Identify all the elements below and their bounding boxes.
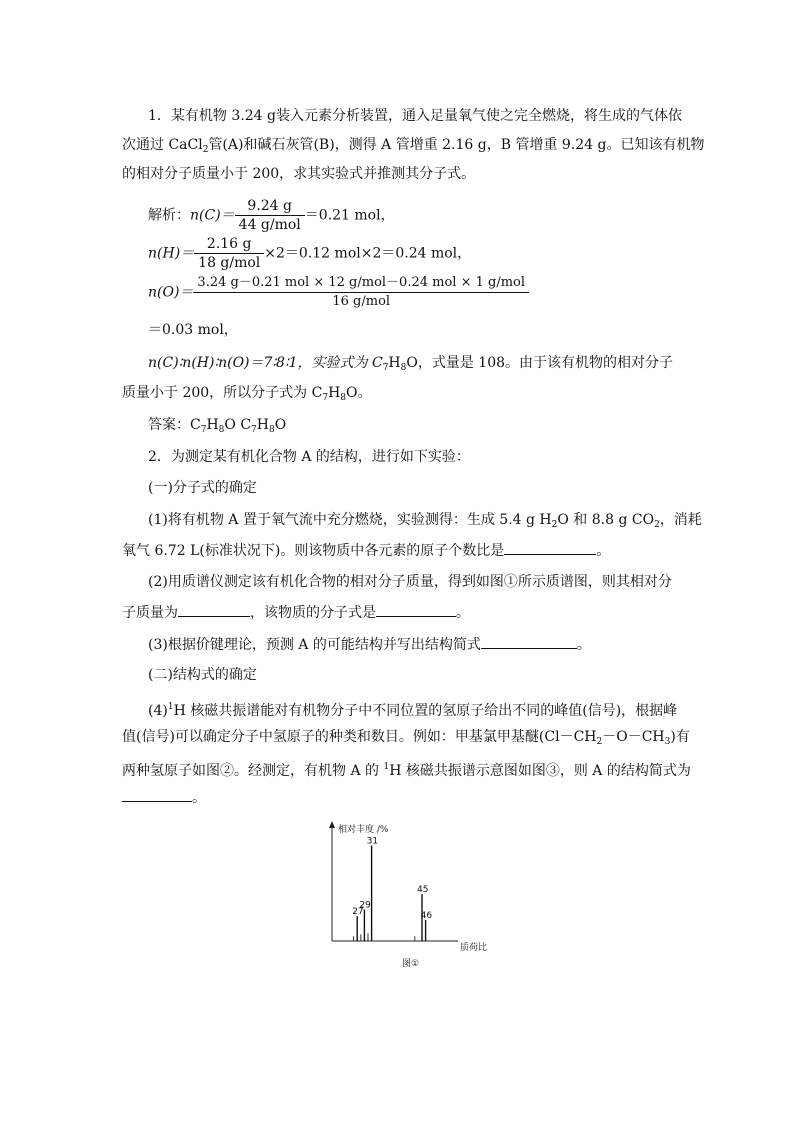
p4-line2-b: －O－CH <box>602 729 665 745</box>
p2-end: 。 <box>456 605 470 621</box>
conclusion-line <box>122 383 372 408</box>
nO-fraction <box>193 274 529 311</box>
nC-denominator: 44 g/mol <box>238 217 301 233</box>
ans-e: O <box>274 417 287 433</box>
p4-line3-a: 两种氢原子如图②。经测定，有机物 A 的 <box>122 763 384 779</box>
q1-line-2-sub: 2 <box>202 145 209 155</box>
ans-a: 答案：C <box>148 417 201 433</box>
p4-line2-c: )有 <box>670 729 690 745</box>
answer-blank-ratio[interactable] <box>504 540 596 555</box>
ratio-a: n(C)∶n(H)∶n(O)＝7∶8∶1，实验式为 C <box>148 355 383 371</box>
q2-part1-heading: (一)分子式的确定 <box>148 480 257 496</box>
ans-s3: 7 <box>251 425 257 435</box>
q2-p2-line-2 <box>122 602 470 623</box>
peak-label-31: 31 <box>366 836 379 847</box>
nH-numerator: 2.16 g <box>194 235 264 254</box>
q2-intro: 2．为测定某有机化合物 A 的结构，进行如下实验： <box>148 449 470 465</box>
p4-s2: 3 <box>664 737 671 747</box>
nC-numerator: 9.24 g <box>235 197 305 216</box>
nO-equation <box>148 274 529 311</box>
p2-a: 子质量为 <box>122 605 178 621</box>
y-axis-label: 相对丰度 /% <box>338 825 389 835</box>
p1-line2: 氧气 6.72 L(标准状况下)。则该物质中各元素的原子个数比是 <box>122 543 505 559</box>
p4-s1: 2 <box>596 737 603 747</box>
nC-fraction <box>235 197 305 234</box>
q2-p1-line-2 <box>122 540 610 561</box>
q2-p4-line-4 <box>122 787 206 808</box>
ratio-s1: 7 <box>382 363 389 373</box>
q1-line-2-b: 管(A)和碱石灰管(B)，测得 A 管增重 2.16 g，B 管增重 9.24 g。已知该有机物 <box>208 137 705 153</box>
p3-end: 。 <box>576 637 591 653</box>
nC-lhs: n(C)＝ <box>190 207 235 224</box>
p4-line2-a: 值(信号)可以确定分子中氢原子的种类和数目。例如：甲基氯甲基醚(Cl－CH <box>122 729 597 745</box>
answer-blank-final-structure[interactable] <box>122 787 192 802</box>
p1-s1: 2 <box>551 520 558 530</box>
q1-line-3: 的相对分子质量小于 200，求其实验式并推测其分子式。 <box>122 166 476 182</box>
p4-line3-b: H 核磁共振谱示意图如图③，则 A 的结构简式为 <box>389 763 691 779</box>
p4-line1: H 核磁共振谱能对有机物分子中不同位置的氢原子给出不同的峰值(信号)，根据峰 <box>173 703 678 719</box>
peak-label-29: 29 <box>359 900 371 911</box>
q2-p1-line-1 <box>148 510 702 535</box>
p3-text: (3)根据价键理论，预测 A 的可能结构并写出结构简式 <box>148 637 481 653</box>
ratio-c: O，式量是 108。由于该有机物的相对分子 <box>406 355 674 371</box>
ratio-line <box>148 353 673 378</box>
conc-a: 质量小于 200，所以分子式为 C <box>122 385 323 401</box>
p4-sup: 1 <box>167 702 174 712</box>
ratio-b: H <box>388 355 401 371</box>
p1-s2: 2 <box>654 520 660 530</box>
answer-blank-mass[interactable] <box>178 602 250 617</box>
q1-line-2-a: 次通过 CaCl <box>122 137 203 153</box>
nH-rhs: ×2＝0.12 mol×2＝0.24 mol， <box>264 245 472 262</box>
p1-a: (1)将有机物 A 置于氧气流中充分燃烧，实验测得：生成 5.4 g H <box>148 512 552 528</box>
p1-end: 。 <box>596 543 611 559</box>
y-axis-arrow <box>329 821 335 828</box>
conc-s1: 7 <box>322 393 329 403</box>
q2-p4-line-2 <box>122 727 690 752</box>
peak-label-46: 46 <box>420 911 433 921</box>
nH-fraction <box>194 235 264 272</box>
q2-p4-line-3 <box>122 757 691 781</box>
ratio-s2: 8 <box>400 363 407 373</box>
ans-c: O C <box>224 417 252 433</box>
nO-rhs: ＝0.03 mol， <box>148 322 238 338</box>
nC-rhs: ＝0.21 mol， <box>304 207 395 224</box>
q1-line-2 <box>122 135 705 160</box>
nH-lhs: n(H)＝ <box>148 245 195 262</box>
conc-c: O。 <box>346 385 372 401</box>
q1-line-1: 1．某有机物 3.24 g装入元素分析装置，通入足量氧气使之完全燃烧，将生成的气体依 <box>148 108 682 124</box>
ans-s1: 7 <box>200 425 207 435</box>
conc-b: H <box>328 385 341 401</box>
x-axis-label: 质荷比 <box>460 943 488 953</box>
peak-label-27: 27 <box>352 907 364 918</box>
ans-b: H <box>206 417 219 433</box>
ans-s4: 8 <box>269 425 275 435</box>
peak-label-45: 45 <box>417 885 429 896</box>
p2-b: ，该物质的分子式是 <box>250 605 376 621</box>
p4-pre: (4) <box>148 703 168 719</box>
nC-equation <box>148 197 395 234</box>
nO-denominator: 16 g/mol <box>332 294 391 309</box>
q2-p2-line-1: (2)用质谱仪测定该有机化合物的相对分子质量，得到如图①所示质谱图，则其相对分 <box>148 574 672 590</box>
solution-label: 解析： <box>148 207 190 224</box>
conc-s2: 8 <box>340 393 347 403</box>
answer-line <box>148 415 286 440</box>
ans-s2: 8 <box>218 425 225 435</box>
p4-end: 。 <box>192 790 206 806</box>
p4-sup2: 1 <box>383 762 390 772</box>
peaks-group <box>352 837 432 941</box>
q2-p4-line-1 <box>148 697 677 721</box>
answer-blank-formula[interactable] <box>376 602 456 617</box>
p1-c: ，消耗 <box>659 512 702 528</box>
p1-b: O 和 8.8 g CO <box>557 512 655 528</box>
ans-d: H <box>256 417 269 433</box>
q2-part2-heading: (二)结构式的确定 <box>148 667 257 683</box>
answer-blank-structure[interactable] <box>481 634 577 649</box>
q2-p3 <box>148 634 591 655</box>
chart-caption: 图① <box>402 959 420 969</box>
nH-denominator: 18 g/mol <box>198 255 261 271</box>
nH-equation <box>148 235 471 272</box>
mass-spectrum-chart <box>310 816 510 976</box>
nO-lhs: n(O)＝ <box>148 284 194 301</box>
nO-numerator: 3.24 g－0.21 mol × 12 g/mol－0.24 mol × 1 g/mol <box>193 274 529 293</box>
